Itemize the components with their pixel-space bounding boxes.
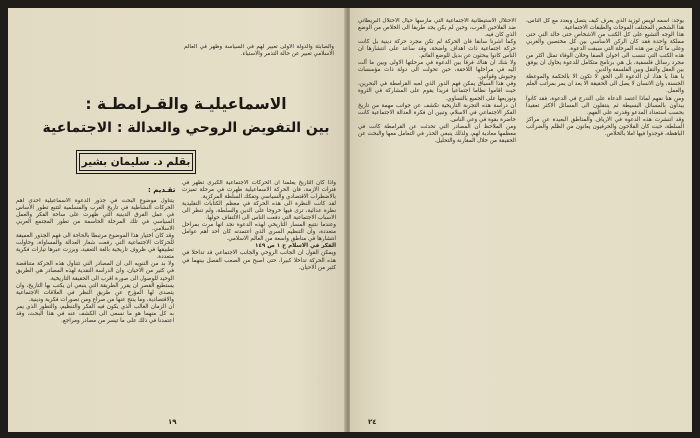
right-page bbox=[350, 8, 692, 432]
right-page-column-1 bbox=[526, 18, 684, 412]
paragraph: يوجد: اسمه لويس لوزيد الذي يعرف كيف يتصل وبعدد مع كل الناس، هذا الشخص المختلف الموجات والطبقات الاجتماعية. bbox=[526, 18, 684, 32]
left-page-column-1 bbox=[182, 180, 336, 410]
intro-heading: تقـديم : bbox=[148, 186, 176, 194]
paragraph: لقد كانت النظرة الى هذه الحركة في معظم الكتابات التقليدية نظرة عدائية، ترى فيها خروجا على الدين والسلطة، ولم تنظر الى الاسباب الاجتماعية التي دفعت الناس الى الالتفاف حولها. bbox=[182, 201, 336, 222]
paragraph: وفي هذا السياق يمكن فهم الدور الذي لعبه القرامطة في البحرين، حيث اقاموا نظاما اجتماعيا فريدا يقوم على المشاركة في الثروة وتوزيعها على الجميع بالتساوي. bbox=[358, 81, 516, 102]
paragraph: الاحتلال الاستيطانية الاجتماعية التي مارسها حيال الاحتلال البريطاني ضد الفلاحين العرب، وحين لم يكن يجد طريقا الى الخلاص من الوضع الذي كان فيه. bbox=[358, 18, 516, 39]
article-title bbox=[38, 94, 334, 138]
paragraph: ان الزمان الغالب الذي يكون فيه الفكر والتنظيم، والتطور الذي يمر به كل منهما هو ما نسعى الى الكشف عنه في هذا البحث، وقد اعتمدنا في ذلك على ما تيسر من مصادر ومراجع. bbox=[16, 303, 174, 324]
right-page-number: ٢٤ bbox=[368, 418, 377, 426]
paragraph: يا هذا يا هذا، ان الدعوة الى الحق لا تكون الا بالحكمة والموعظة الحسنة، وان الانسان لا يصل الى الحقيقة الا بعد ان يمر بمراتب العلم والعمل. bbox=[526, 74, 684, 95]
paragraph: وقد انتشرت هذه الدعوة في الارياف والمناطق البعيدة عن مراكز السلطة، حيث كان الفلاحون والحرفيون يعانون من الظلم والضرائب الباهظة، فوجدوا فيها املا بالخلاص. bbox=[526, 116, 684, 137]
paragraph: وكما اشرنا سابقا فان الحركة لم تكن مجرد حركة دينية بل كانت حركة اجتماعية ذات اهداف واضحة، وقد ساعد على انتشارها ان الناس كانوا يبحثون عن بديل للوضع القائم. bbox=[358, 39, 516, 60]
left-page-number: ١٩ bbox=[168, 418, 177, 426]
highlighted-reference: الفكر في الاسلام ج ١ ص ١٤٩ bbox=[255, 243, 336, 250]
paragraph: ان دراسة هذه التجربة التاريخية تكشف عن جوانب مهمة من تاريخ الفكر الاجتماعي في الاسلام، وتبين ان فكرة العدالة الاجتماعية كانت حاضرة بقوة في وعي الناس. bbox=[358, 102, 516, 123]
paragraph: ولا شك ان هناك فرقا بين الدعوة في مرحلتها الاولى وبين ما آلت اليه في مراحلها اللاحقة، حين تحولت الى دولة ذات مؤسسات وجيوش وقوانين. bbox=[358, 60, 516, 81]
paragraph: وعندما نتتبع المسار التاريخي لهذه الدعوة نجد انها مرت بمراحل متعددة، وان التنظيم السري الذي اعتمدته كان احد اهم عوامل انتشارها في مناطق واسعة من العالم الاسلامي. bbox=[182, 222, 336, 243]
paragraph: هذا الوجه التشيع على كل الكتب من الاشخاص حتى خالد التي حتى مملكة واحدة فقد كان الركن الاساسي بين كل مختصين والغربي وعلى ما كان من هذه المرحلة التي سبقت الدعوة. bbox=[526, 32, 684, 53]
paragraph: ومن هنا نفهم لماذا اعتمد الدعاة على التدرج في الدعوة، فقد كانوا يبدأون بالمسائل البسيطة ثم ينتقلون الى المسائل الاكثر تعقيدا بحسب استعداد المدعو وقدرته على الفهم. bbox=[526, 95, 684, 116]
left-page-column-2 bbox=[16, 198, 174, 410]
paragraph: واذا كان التاريخ يعلمنا ان الحركات الاجتماعية الكبرى تظهر في فترات الازمة، فان الحركة الاسماعيلية ظهرت في مرحلة تميزت بالاضطراب الاقتصادي والسياسي وتفكك السلطة المركزية. bbox=[182, 180, 336, 201]
paragraph: ولا بد من التنويه الى ان المصادر التي تتناول هذه الحركة متناقضة في كثير من الاحيان، وان الدراسة النقدية لهذه المصادر هي الطريق الوحيد للوصول الى صورة اقرب الى الحقيقة التاريخية. bbox=[16, 261, 174, 282]
left-page-top-text bbox=[184, 44, 334, 88]
paragraph: ويمكن القول ان الجانب الروحي والجانب الاجتماعي قد تداخلا في هذه الحركة تداخلا كبيرا، حتى اصبح من الصعب الفصل بينهما في كثير من الاحيان. bbox=[182, 250, 336, 271]
right-page-column-2 bbox=[358, 18, 516, 412]
author-box: بقلم د. سليمان بشير bbox=[76, 150, 196, 174]
title-line-2: بين التفويض الروحي والعدالة : الاجتماعية bbox=[42, 120, 330, 136]
title-line-1: الاسماعيليـة والقـرامطـة : bbox=[85, 95, 287, 113]
left-page bbox=[8, 8, 346, 432]
paragraph: يتناول موضوع البحث في جذور الدعوة الاسماعيلية احدى اهم الحركات النشاطية في تاريخ العرب والمسلمية لتتبع تطور الأساس في عمل الفرق الدينية التي ظهرت على ساحة الفكر والعمل السياسي في تلك المرحلة الحاسمة من تطور المجتمع العربي الاسلامي. bbox=[16, 198, 174, 233]
paragraph: وقد كان اختيار هذا الموضوع مرتبطا بالحاجة الى فهم الجذور العميقة للحركات الاجتماعية التي رفعت شعار العدالة والمساواة، وحاولت تطبيقها في ظروف تاريخية بالغة التعقيد، وبرزت عبرها تيارات فكرية متعددة. bbox=[16, 233, 174, 261]
paragraph: ومن الملاحظ ان المصادر التي تحدثت عن القرامطة كانت في معظمها معادية لهم، ولذلك ينبغي الحذر في التعامل معها والبحث عن الحقيقة من خلال المقارنة والتحليل. bbox=[358, 123, 516, 144]
paragraph: يستطيع القصر ان يقرر الطريقة التي ينبغي ان يكتب بها التاريخ، وان يتصدى لها المؤرخ عن طريق النظر في العلاقات الاجتماعية والاقتصادية، وما ينتج عنها من صراع ومن تصورات فكرية ودينية. bbox=[16, 282, 174, 303]
paragraph: والصابئة والدولة الاولى تعبير لهم في السياسة وظهر في العالم الاسلامي تعبير عن حالة التذمر والاستياء. bbox=[184, 44, 334, 58]
paragraph: هذه الكتب التي تنسب الى اخوان الصفا وخلان الوفاء تمثل اكثر من مجرد رسائل فلسفية، بل هي برنامج متكامل للدعوة يحاول ان يوفق بين العقل والنقل وبين الفلسفة والدين. bbox=[526, 53, 684, 74]
